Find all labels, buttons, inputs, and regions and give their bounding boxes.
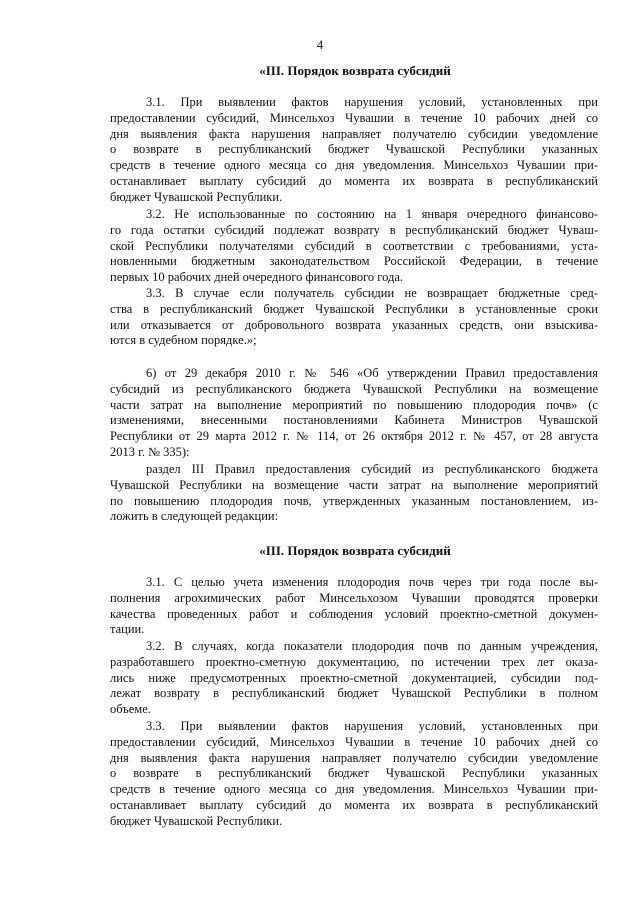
text-line: по повышению плодородия почв, утвержденных указанным постановлением, из- (110, 493, 598, 508)
section-heading-1: «III. Порядок возврата субсидий (259, 63, 451, 78)
text-line: новленными бюджетным законодательством Российской Федерации, в течение (110, 254, 598, 269)
text-line: ются в судебном порядке.»; (110, 333, 257, 348)
text-line: объеме. (110, 702, 151, 717)
page-number: 4 (316, 37, 324, 52)
paragraph-3-2-a (110, 207, 598, 286)
text-line: Чувашской Республики на возмещение части затрат на выполнение мероприятий (110, 477, 598, 492)
paragraph-3-3-c (110, 719, 598, 830)
text-line: первых 10 рабочих дней очередного финансового года. (110, 270, 404, 285)
paragraph-3-1-c (110, 575, 598, 638)
text-line: полнения агрохимических работ Минсельхозом Чувашии проводятся проверки (110, 590, 598, 605)
text-line: изменениями, внесенными постановлениями Кабинета Министров Чувашской (110, 413, 598, 428)
text-line: или отказывается от добровольного возврата указанных средств, они взыскива- (110, 317, 598, 332)
text-line: 3.1. С целью учета изменения плодородия почв через три года после вы- (146, 575, 598, 589)
text-line: останавливает выплату субсидий до момента их возврата в республиканский (110, 797, 598, 812)
text-line: бюджет Чувашской Республики. (110, 813, 283, 828)
paragraph-3-1-a (110, 95, 598, 206)
text-line: ства в республиканский бюджет Чувашской Республики в установленные сроки (110, 301, 598, 316)
text-line: 3.2. В случаях, когда показатели плодородия почв по данным учреждения, (146, 639, 598, 653)
text-line: субсидий из республиканского бюджета Чувашской Республики на возмещение (110, 381, 598, 396)
text-line: средств в течение одного месяца со дня уведомления. Минсельхоз Чувашии при- (110, 782, 598, 797)
text-line: 2013 г. № 335): (110, 444, 190, 459)
text-line: предоставлении субсидий, Минсельхоз Чувашии в течение 10 рабочих дней со (110, 734, 598, 749)
text-line: 6) от 29 декабря 2010 г. № 546 «Об утверждении Правил предоставления (146, 366, 598, 380)
text-line: лежат возврату в республиканский бюджет Чувашской Республики в полном (110, 686, 598, 701)
text-line: лись ниже предусмотренных проектно-сметной документацией, субсидии под- (110, 670, 598, 685)
text-line: о возврате в республиканский бюджет Чувашской Республики указанных (110, 766, 598, 781)
text-line: 3.3. В случае если получатель субсидии не возвращает бюджетные сред- (146, 286, 598, 300)
text-line: го года остатки субсидий подлежат возврату в республиканский бюджет Чуваш- (110, 222, 598, 237)
text-line: бюджет Чувашской Республики. (110, 189, 283, 204)
text-line: раздел III Правил предоставления субсидий из республиканского бюджета (146, 462, 598, 476)
text-line: Республики от 29 марта 2012 г. № 114, от 26 октября 2012 г. № 457, от 28 августа (110, 429, 598, 444)
paragraph-3-3-a (110, 286, 598, 349)
text-line: части затрат на выполнение мероприятий по повышению плодородия почв» (с (110, 397, 598, 412)
text-line: дня выявления факта нарушения направляет получателю субсидии уведомление (110, 750, 598, 765)
text-line: дня выявления факта нарушения направляет получателю субсидии уведомление (110, 126, 598, 141)
text-line: средств в течение одного месяца со дня уведомления. Минсельхоз Чувашии при- (110, 158, 598, 173)
paragraph-3-2-c (110, 639, 598, 718)
text-line: останавливает выплату субсидий до момента их возврата в республиканский (110, 173, 598, 188)
text-line: предоставлении субсидий, Минсельхоз Чувашии в течение 10 рабочих дней со (110, 110, 598, 125)
paragraph-section-iii-instruction (110, 462, 598, 525)
text-line: 3.2. Не использованные по состоянию на 1 января очередного финансово- (146, 207, 598, 221)
text-line: тации. (110, 622, 145, 637)
section-heading-2: «III. Порядок возврата субсидий (259, 543, 451, 558)
text-line: качества проведенных работ и соблюдения условий проектно-сметной докумен- (110, 606, 598, 621)
text-line: о возврате в республиканский бюджет Чувашской Республики указанных (110, 142, 598, 157)
text-line: ской Республики получателями субсидий в соответствии с требованиями, уста- (110, 238, 598, 253)
text-line: разработавшего проектно-сметную документацию, по истечении трех лет оказа- (110, 654, 598, 669)
text-line: 3.1. При выявлении фактов нарушения условий, установленных при (146, 95, 598, 109)
text-line: ложить в следующей редакции: (110, 509, 279, 524)
paragraph-item-6 (110, 366, 598, 461)
text-line: 3.3. При выявлении фактов нарушения условий, установленных при (146, 719, 598, 733)
